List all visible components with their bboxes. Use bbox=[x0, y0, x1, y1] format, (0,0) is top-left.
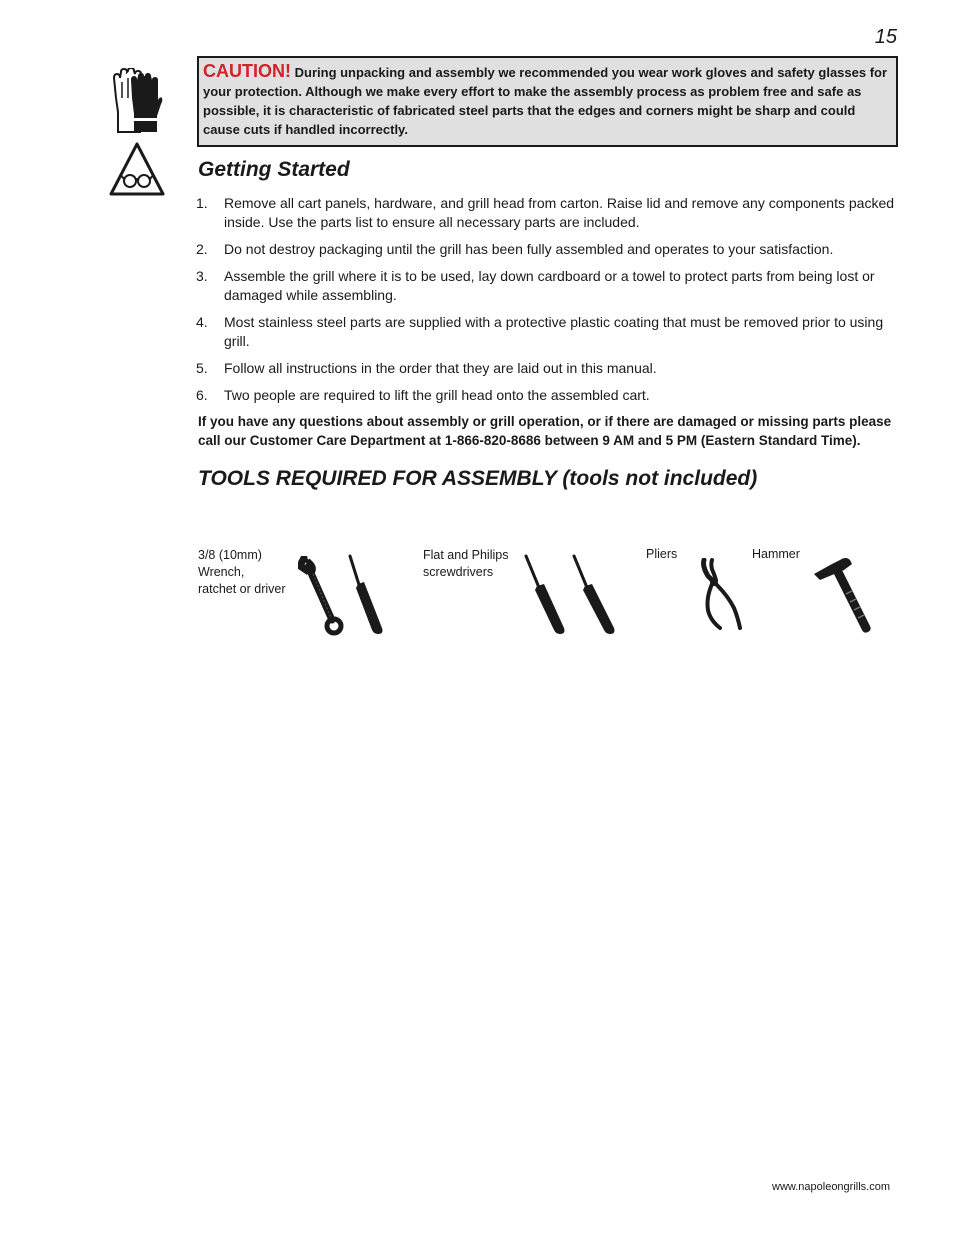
step-text: Assemble the grill where it is to be used, lay down cardboard or a towel to protect parts from being lost or damaged while assembling. bbox=[224, 268, 875, 303]
tool-label-pliers bbox=[646, 546, 677, 563]
philips-screwdriver-icon bbox=[568, 554, 620, 636]
step-number: 4. bbox=[196, 314, 208, 330]
step-item bbox=[196, 240, 898, 259]
tool-label-line: screwdrivers bbox=[423, 565, 494, 579]
customer-care-note: If you have any questions about assembly or grill operation, or if there are damaged or missing parts please call our Customer Care Department at 1-866-820-8686 between 9 AM and 5 PM (Eastern Standard Time). bbox=[198, 414, 892, 448]
step-text: Remove all cart panels, hardware, and grill head from carton. Raise lid and remove any components packed inside. Use the parts list to ensure all necessary parts are included. bbox=[224, 195, 895, 230]
tool-label-line: Pliers bbox=[646, 547, 678, 561]
tool-label-wrench bbox=[198, 547, 286, 598]
footer-website-url: www.napoleongrills.com bbox=[772, 1181, 890, 1193]
pliers-icon bbox=[698, 558, 748, 632]
tool-label-line: 3/8 (10mm) bbox=[198, 548, 262, 562]
step-text: Follow all instructions in the order that they are laid out in this manual. bbox=[224, 360, 657, 376]
step-text: Do not destroy packaging until the grill has been fully assembled and operates to your satisfaction. bbox=[224, 241, 834, 257]
caution-text: During unpacking and assembly we recommended you wear work gloves and safety glasses for your protection. Although we make every effort to make the assembly process as problem free and safe as possible, it is characteristic of fabricated steel parts that the edges and corners might be sharp and could cause cuts if handled incorrectly. bbox=[203, 65, 888, 137]
work-gloves-icon bbox=[110, 68, 164, 134]
tool-label-line: Wrench, bbox=[198, 565, 245, 579]
tool-label-screwdrivers bbox=[423, 547, 508, 581]
tool-label-line: Hammer bbox=[752, 547, 800, 561]
step-number: 2. bbox=[196, 241, 208, 257]
step-number: 3. bbox=[196, 268, 208, 284]
getting-started-title: Getting Started bbox=[198, 158, 350, 181]
hammer-icon bbox=[810, 556, 874, 636]
step-text: Most stainless steel parts are supplied with a protective plastic coating that must be removed prior to using grill. bbox=[224, 314, 884, 349]
step-text: Two people are required to lift the grill head onto the assembled cart. bbox=[224, 387, 650, 403]
step-number: 1. bbox=[196, 195, 208, 211]
step-item bbox=[196, 359, 898, 378]
tools-title: TOOLS REQUIRED FOR ASSEMBLY (tools not included) bbox=[198, 467, 758, 490]
step-item bbox=[196, 386, 898, 405]
tool-label-hammer bbox=[752, 546, 800, 563]
tool-label-line: ratchet or driver bbox=[198, 582, 286, 596]
caution-box bbox=[197, 56, 898, 147]
step-item bbox=[196, 267, 898, 305]
page-number: 15 bbox=[874, 26, 897, 48]
step-number: 6. bbox=[196, 387, 208, 403]
step-number: 5. bbox=[196, 360, 208, 376]
socket-driver-icon bbox=[340, 554, 390, 636]
getting-started-steps bbox=[196, 194, 898, 413]
flat-screwdriver-icon bbox=[520, 554, 570, 636]
caution-label: CAUTION! bbox=[203, 61, 291, 81]
step-item bbox=[196, 194, 898, 232]
tool-label-line: Flat and Philips bbox=[423, 548, 509, 562]
step-item bbox=[196, 313, 898, 351]
safety-glasses-icon bbox=[108, 141, 166, 197]
